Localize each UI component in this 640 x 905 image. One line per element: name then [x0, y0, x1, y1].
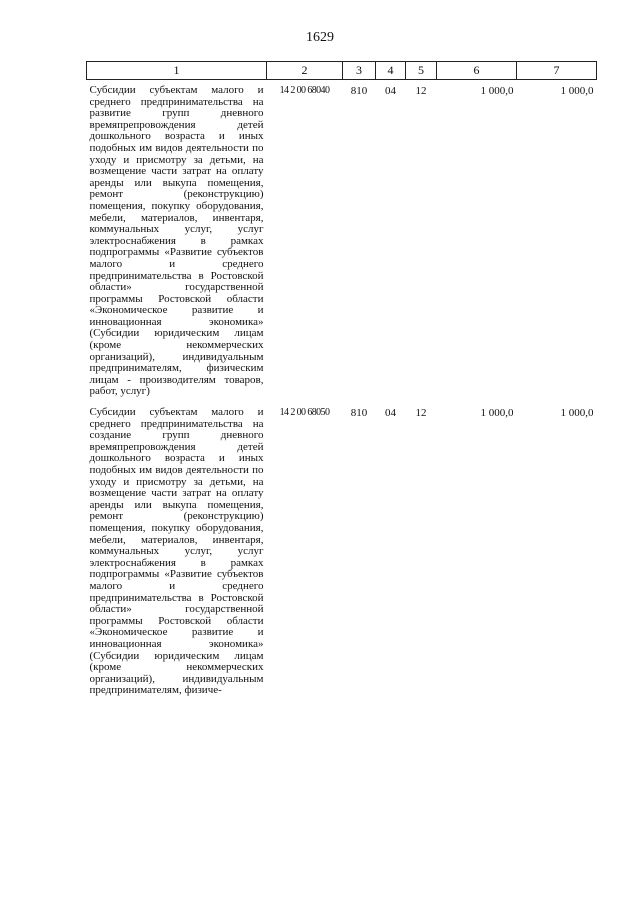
- row-amount-year2: 1 000,0: [560, 85, 594, 97]
- column-header-4: 4: [376, 62, 406, 80]
- row-amount-year1: 1 000,0: [480, 85, 514, 97]
- column-header-1: 1: [87, 62, 267, 80]
- table-row: [87, 402, 597, 701]
- table-row: [87, 80, 597, 403]
- row-expense-type: 810: [350, 85, 368, 97]
- row-expense-type: 810: [350, 407, 368, 420]
- row-subsection: 12: [415, 407, 427, 420]
- page-number: 1629: [306, 30, 334, 45]
- column-header-7: 7: [517, 62, 597, 80]
- row-amount-year1: 1 000,0: [480, 407, 514, 420]
- table-header-row: [87, 62, 597, 80]
- row-section: 04: [385, 85, 396, 97]
- row-description: Субсидии субъектам малого и среднего предпринимательства на развитие групп дневного времяпрепровождения детей дошкольного возраста и иных подобных им видов деятельности по уходу и присмотру за детьми, на возмещение части затрат на оплату аренды или выкупа помещения, ремонт (реконструкцию) помещения, покупку оборудования, мебели, материалов, инвентаря, коммунальных услуг, услуг электроснабжения в рамках подпрограммы «Развитие субъектов малого и среднего предпринимательства в Ростовской области» государственной программы Ростовской области «Экономическое развитие и инновационная экономика» (Субсидии юридическим лицам (кроме некоммерческих организаций), индивидуальным предпринимателям, физическим лицам - производителям товаров, работ, услуг): [89, 84, 264, 398]
- budget-table: [86, 61, 597, 701]
- column-header-3: 3: [343, 62, 376, 80]
- column-header-5: 5: [406, 62, 437, 80]
- column-header-6: 6: [437, 62, 517, 80]
- row-target-code: 14 2 00 68050: [279, 407, 330, 419]
- column-header-2: 2: [267, 62, 343, 80]
- row-description: Субсидии субъектам малого и среднего предпринимательства на создание групп дневного времяпрепровождения детей дошкольного возраста и иных подобных им видов деятельности по уходу и присмотру за детьми, на возмещение части затрат на оплату аренды или выкупа помещения, ремонт (реконструкцию) помещения, покупку оборудования, мебели, материалов, инвентаря, коммунальных услуг, услуг электроснабжения в рамках подпрограммы «Развитие субъектов малого и среднего предпринимательства в Ростовской области» государственной программы Ростовской области «Экономическое развитие и инновационная экономика» (Субсидии юридическим лицам (кроме некоммерческих организаций), индивидуальным предпринимателям, физиче-: [89, 406, 264, 697]
- row-section: 04: [385, 407, 396, 420]
- row-amount-year2: 1 000,0: [560, 407, 594, 420]
- row-subsection: 12: [415, 85, 427, 97]
- row-target-code: 14 2 00 68040: [279, 85, 330, 96]
